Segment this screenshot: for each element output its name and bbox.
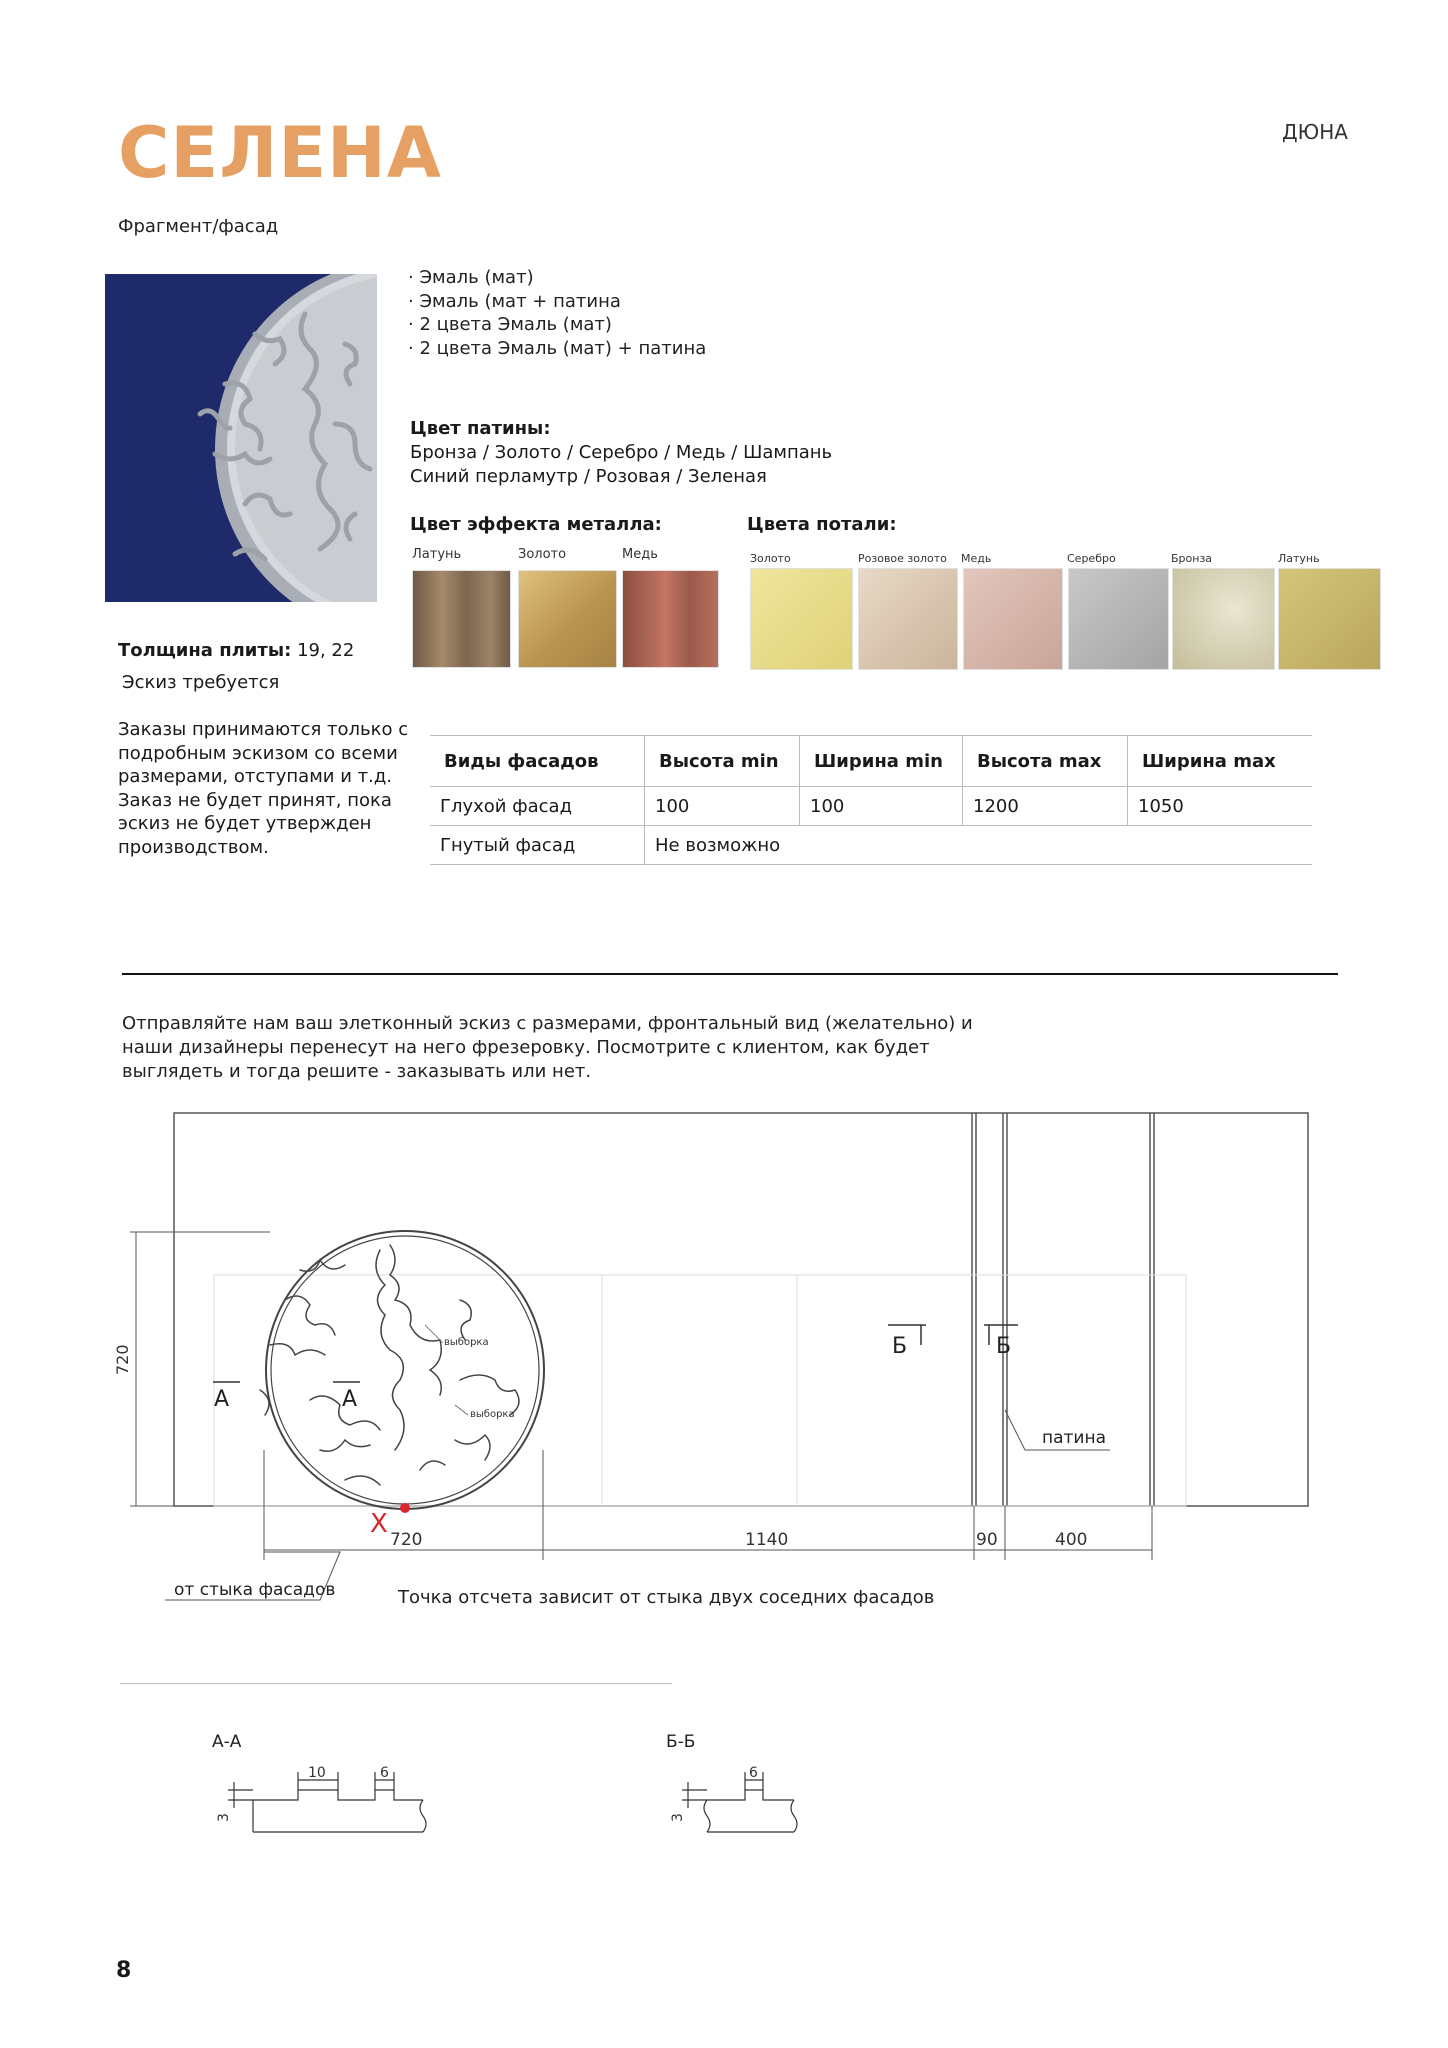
patina-colors [410,441,832,489]
instruction-note: Отправляйте нам ваш элетконный эскиз с размерами, фронтальный вид (желательно) и наши дизайнеры перенесут на него фрезеровку. Посмотрите с клиентом, как будет выглядеть и тогда решите - заказывать или нет. [122,1013,973,1082]
origin-mark: X [370,1509,388,1539]
vyborka-label: выборка [444,1337,489,1348]
divider [120,1683,672,1684]
swatch-label: Серебро [1067,552,1116,565]
table-cell: 100 [800,787,963,826]
swatch-label: Бронза [1171,552,1213,565]
section-aa-drawing [210,1760,440,1840]
section-title-bb: Б-Б [666,1732,696,1752]
specs-table [430,735,1312,865]
sketch-required: Эскиз требуется [122,672,280,693]
thickness-value: 19, 22 [297,640,355,661]
dim-3: 3 [670,1813,686,1822]
table-header: Высота min [645,736,800,787]
table-row [430,826,1312,865]
dim-circle: 720 [390,1530,423,1550]
finish-item: · Эмаль (мат + патина [408,290,621,312]
drawing-note: Точка отсчета зависит от стыка двух соседних фасадов [398,1587,935,1608]
table-cell: Гнутый фасад [430,826,645,865]
dim-6: 6 [380,1765,389,1781]
metal-heading: Цвет эффекта металла: [410,514,662,535]
swatch-label: Золото [750,552,791,565]
swatch-label: Розовое золото [858,552,947,565]
table-header: Ширина max [1128,736,1313,787]
table-row [430,787,1312,826]
technical-drawing [0,1090,1448,1630]
section-mark-a: А [342,1387,358,1412]
table-cell: Не возможно [645,826,1313,865]
swatch-potal-rose-gold [858,568,958,670]
table-cell: 100 [645,787,800,826]
patina-line: Бронза / Золото / Серебро / Медь / Шампань [410,442,833,463]
divider [122,973,1338,975]
brand-name: ДЮНА [1282,120,1348,144]
swatch-potal-copper [963,568,1063,670]
finish-list [408,266,706,360]
origin-label: от стыка фасадов [174,1580,336,1600]
table-cell: 1200 [963,787,1128,826]
swatch-label: Медь [961,552,992,565]
table-cell: 1050 [1128,787,1313,826]
swatch-potal-bronze [1172,568,1275,670]
page-title: СЕЛЕНА [118,112,442,194]
section-title-aa: А-А [212,1732,242,1752]
dim-400: 400 [1055,1530,1088,1550]
dim-height: 720 [113,1344,132,1375]
swatch-potal-silver [1068,568,1169,670]
section-mark-b: Б [892,1334,908,1359]
swatch-potal-gold [750,568,853,670]
swatch-gold [518,570,617,668]
table-header: Виды фасадов [430,736,645,787]
thickness [118,640,354,661]
thickness-label: Толщина плиты: [118,640,292,661]
table-header-row [430,736,1312,787]
orders-note: Заказы принимаются только с подробным эскизом со всеми размерами, отступами и т.д. Заказ не будет принят, пока эскиз не будет утвержден производством. [118,719,409,858]
swatch-copper [622,570,719,668]
subtitle: Фрагмент/фасад [118,216,279,237]
fragment-image [105,274,377,602]
swatch-label: Медь [622,547,658,562]
swatch-label: Латунь [1278,552,1320,565]
section-mark-a: А [214,1387,230,1412]
patina-label: патина [1042,1428,1107,1448]
table-header: Ширина min [800,736,963,787]
page-number: 8 [116,1958,132,1983]
dim-90: 90 [976,1530,998,1550]
section-bb-drawing [664,1760,804,1840]
dim-6: 6 [749,1765,758,1781]
finish-item: · Эмаль (мат) [408,267,534,288]
dim-3: 3 [216,1813,232,1822]
swatch-label: Латунь [412,547,462,562]
swatch-label: Золото [518,547,567,562]
finish-item: · 2 цвета Эмаль (мат) [408,314,612,335]
dim-1140: 1140 [745,1530,789,1550]
table-cell: Глухой фасад [430,787,645,826]
swatch-brass [412,570,511,668]
potal-heading: Цвета потали: [747,514,897,535]
patina-line: Синий перламутр / Розовая / Зеленая [410,466,767,487]
swatch-potal-brass [1278,568,1381,670]
section-mark-b: Б [996,1334,1012,1359]
patina-heading: Цвет патины: [410,418,551,439]
table-header: Высота max [963,736,1128,787]
vyborka-label: выборка [470,1409,515,1420]
finish-item: · 2 цвета Эмаль (мат) + патина [408,337,707,359]
dim-10: 10 [308,1765,326,1781]
